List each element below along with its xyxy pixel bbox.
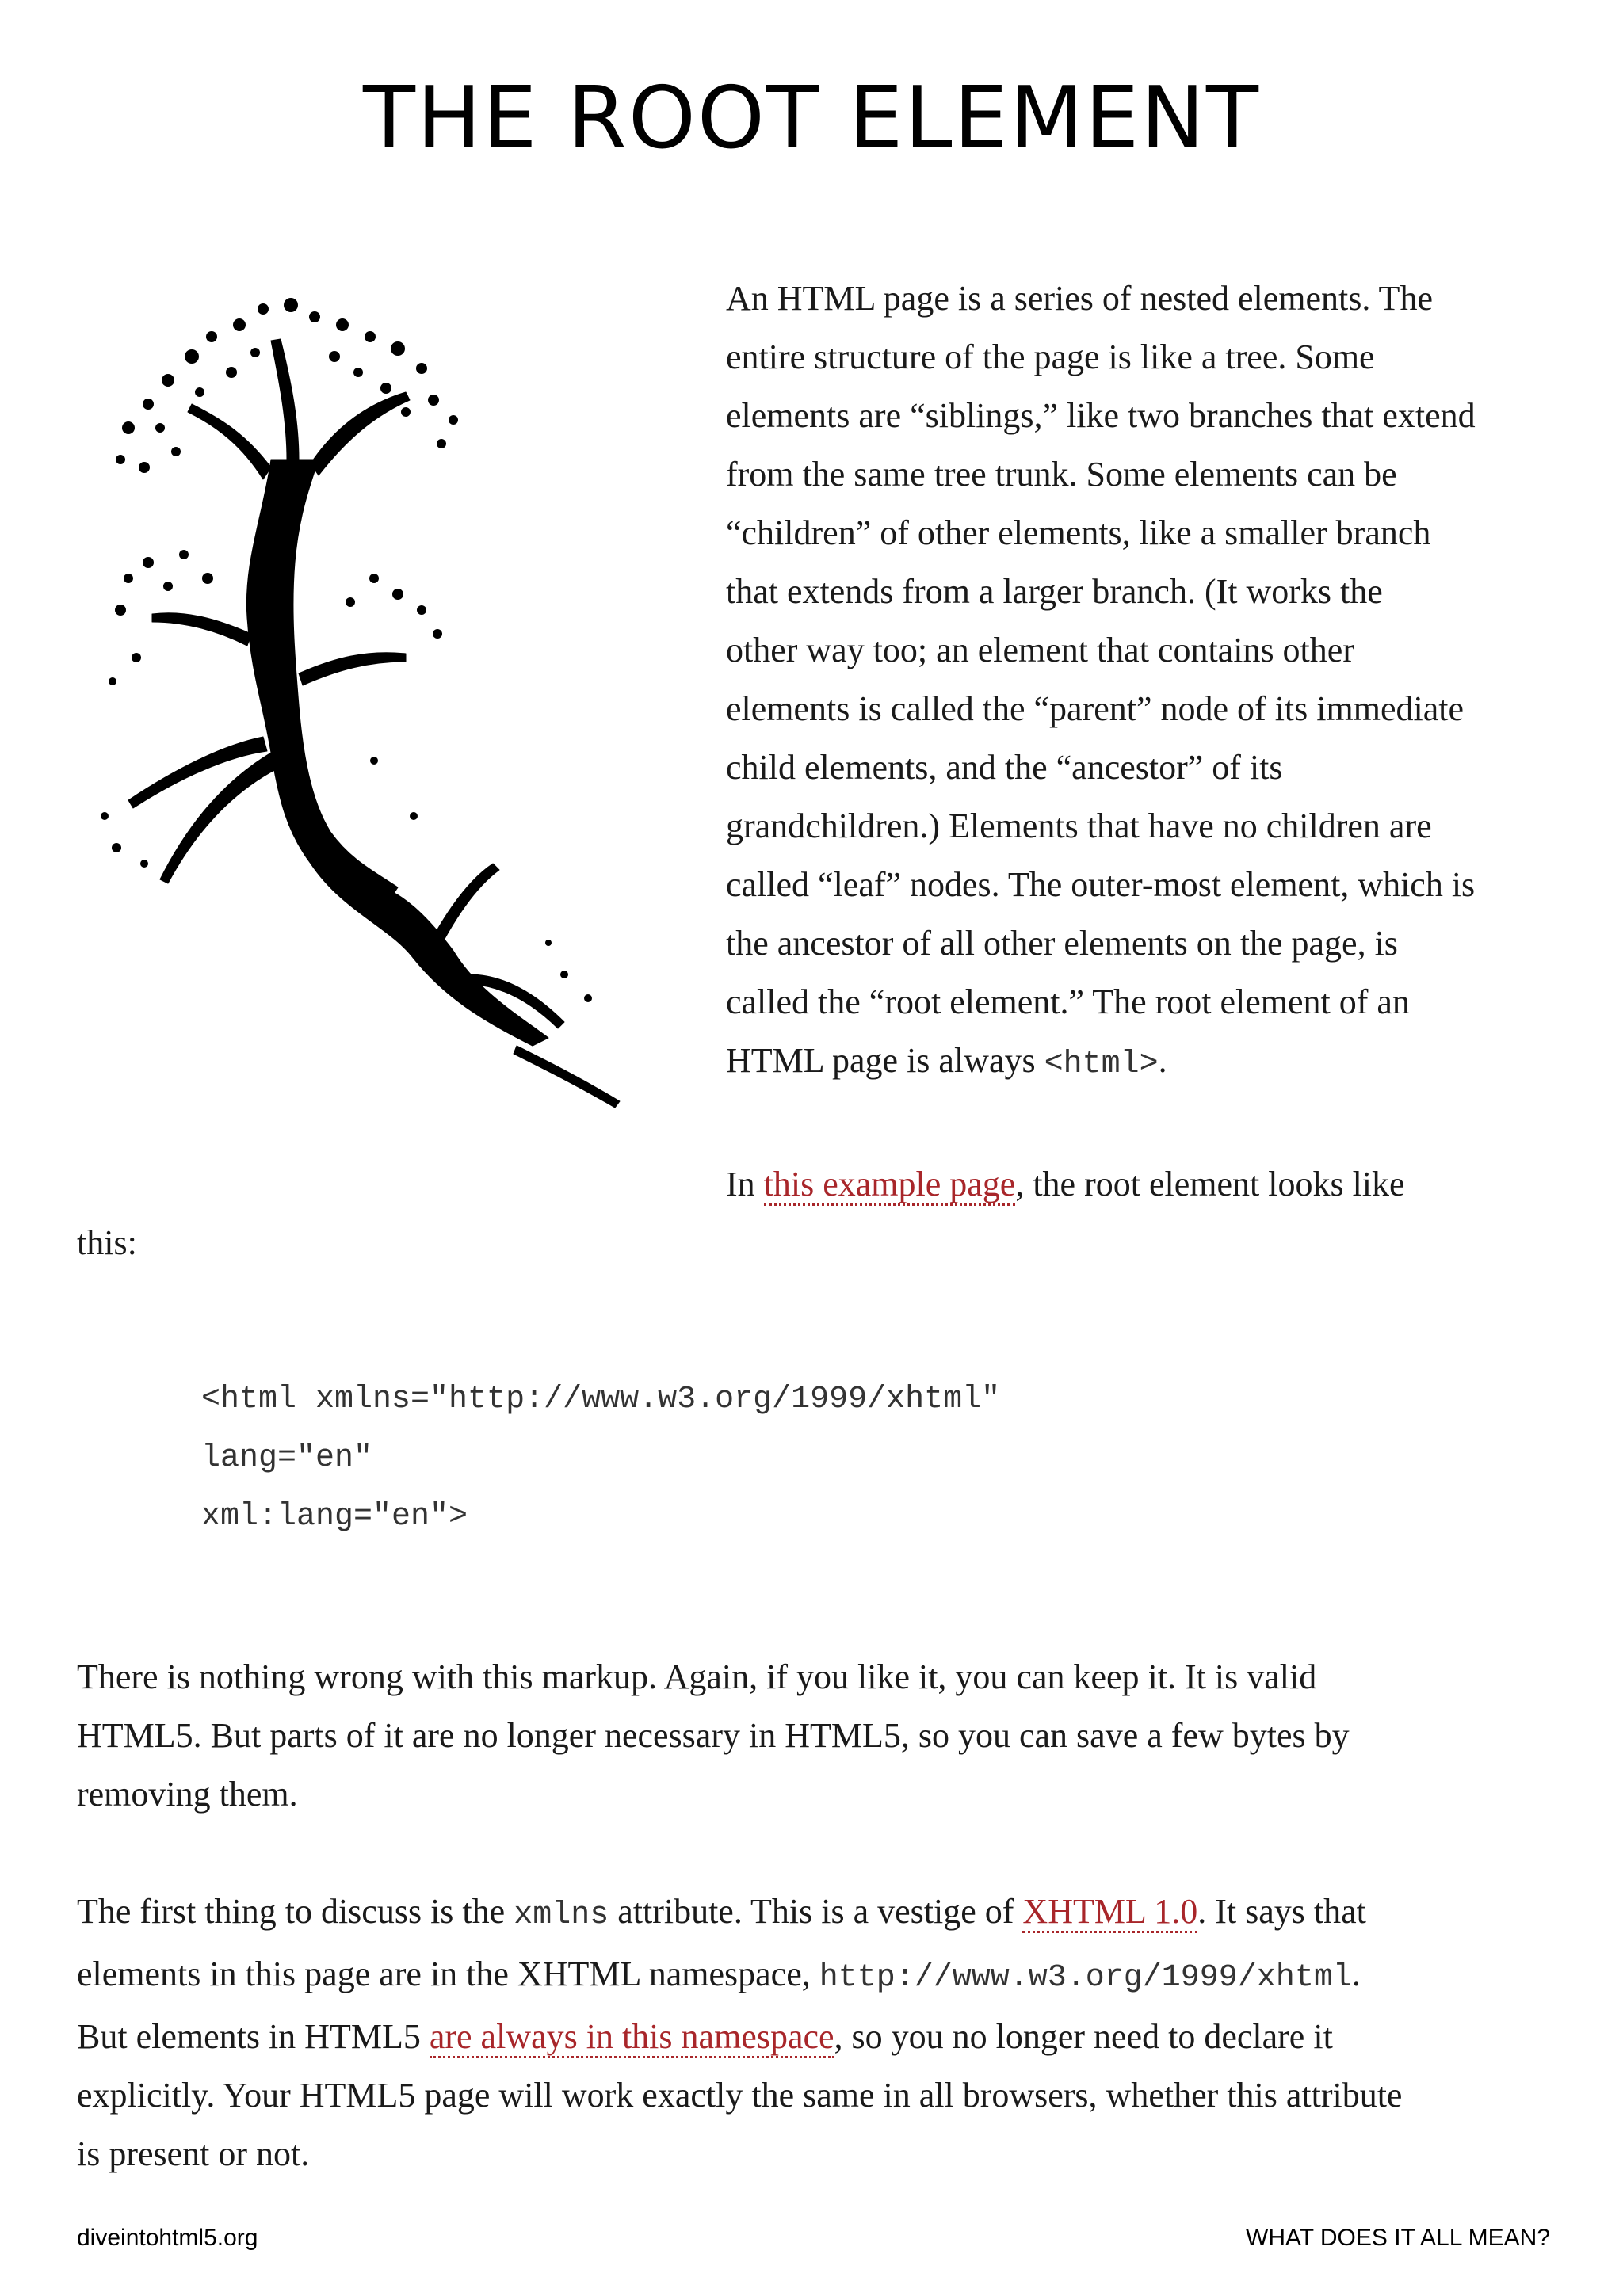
intro-last-line: [726, 1032, 1558, 1094]
intro-line: elements are “siblings,” like two branches that extend: [726, 396, 1476, 435]
paragraph-line: HTML5. But parts of it are no longer necessary in HTML5, so you can save a few bytes by: [77, 1716, 1350, 1755]
text-span: elements in this page are in the XHTML namespace,: [77, 1955, 819, 1993]
paragraph-line: [77, 2008, 1559, 2066]
example-after: , the root element looks like: [1015, 1165, 1405, 1203]
text-span: .: [1351, 1955, 1361, 1993]
intro-line: called “leaf” nodes. The outer-most element, which is: [726, 865, 1476, 904]
code-line: <html xmlns="http://www.w3.org/1999/xhtml": [201, 1382, 1001, 1417]
tree-illustration: [73, 261, 675, 1109]
text-span: The first thing to discuss is the: [77, 1892, 514, 1931]
intro-line: that extends from a larger branch. (It works the: [726, 572, 1383, 611]
footer-site: diveintohtml5.org: [77, 2225, 258, 2251]
intro-line: grandchildren.) Elements that have no children are: [726, 807, 1432, 845]
intro-line: child elements, and the “ancestor” of its: [726, 748, 1283, 787]
paragraph-line: [77, 1945, 1559, 2008]
intro-line: other way too; an element that contains other: [726, 631, 1354, 669]
text-span: , so you no longer need to declare it: [834, 2017, 1333, 2056]
xmlns-code: xmlns: [514, 1897, 609, 1933]
paragraph-xmlns: [77, 1882, 1559, 2183]
intro-line: “children” of other elements, like a smaller branch: [726, 513, 1431, 552]
footer-section: WHAT DOES IT ALL MEAN?: [1246, 2225, 1550, 2251]
code-block: [201, 1371, 1000, 1547]
paragraph-line: is present or not.: [77, 2134, 310, 2173]
namespace-url-code: http://www.w3.org/1999/xhtml: [819, 1960, 1352, 1996]
intro-last-end: .: [1158, 1041, 1167, 1080]
example-intro-line: [726, 1155, 1405, 1214]
text-span: But elements in HTML5: [77, 2017, 430, 2056]
intro-last-text: HTML page is always: [726, 1041, 1044, 1080]
intro-line: the ancestor of all other elements on the page, is: [726, 924, 1398, 963]
paragraph-line: There is nothing wrong with this markup. Again, if you like it, you can keep it. It is valid: [77, 1657, 1317, 1696]
paragraph-line: explicitly. Your HTML5 page will work exactly the same in all browsers, whether this attribute: [77, 2076, 1403, 2115]
page-title: THE ROOT ELEMENT: [363, 69, 1260, 168]
example-continuation: this:: [77, 1223, 137, 1262]
text-span: attribute. This is a vestige of: [609, 1892, 1023, 1931]
code-line: lang="en": [201, 1440, 373, 1476]
example-before: In: [726, 1165, 764, 1203]
intro-line: elements is called the “parent” node of its immediate: [726, 689, 1464, 728]
namespace-link[interactable]: are always in this namespace: [430, 2017, 834, 2058]
paragraph-line: [77, 1882, 1559, 1945]
code-line: xml:lang="en">: [201, 1499, 468, 1535]
intro-line: from the same tree trunk. Some elements can be: [726, 455, 1397, 494]
intro-line: called the “root element.” The root element of an: [726, 982, 1410, 1021]
example-page-link[interactable]: this example page: [764, 1165, 1016, 1206]
xhtml-link[interactable]: XHTML 1.0: [1022, 1892, 1197, 1933]
intro-line: entire structure of the page is like a tree. Some: [726, 338, 1375, 376]
paragraph-markup-note: [77, 1648, 1559, 1824]
text-span: . It says that: [1197, 1892, 1366, 1931]
paragraph-line: removing them.: [77, 1775, 298, 1814]
html-tag-code: <html>: [1044, 1047, 1159, 1082]
intro-line: An HTML page is a series of nested elements. The: [726, 279, 1433, 318]
intro-paragraph: [726, 269, 1558, 1094]
